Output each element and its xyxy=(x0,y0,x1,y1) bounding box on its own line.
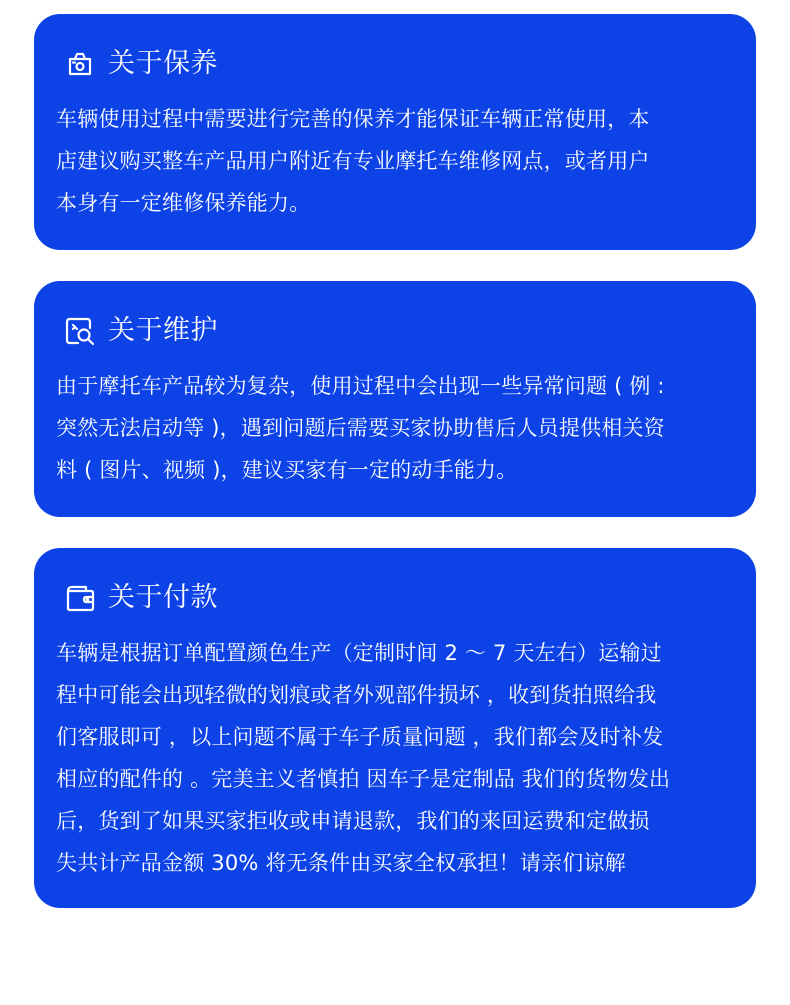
repair-card xyxy=(34,281,756,517)
repair-title: 关于维护 xyxy=(108,315,218,346)
payment-text-line: 失共计产品金额 30% 将无条件由买家全权承担！请亲们谅解 xyxy=(56,851,626,875)
repair-text-line: 由于摩托车产品较为复杂，使用过程中会出现一些异常问题 ( 例 : xyxy=(56,374,665,398)
payment-header xyxy=(64,578,218,618)
payment-text xyxy=(56,632,752,884)
maintenance-header xyxy=(64,44,218,84)
camera-bag-icon xyxy=(64,48,96,80)
payment-text-line: 车辆是根据订单配置颜色生产（定制时间 2 ～ 7 天左右）运输过 xyxy=(56,641,662,665)
payment-text-line: 相应的配件的 。完美主义者慎拍 因车子是定制品 我们的货物发出 xyxy=(56,767,671,791)
payment-text-line: 程中可能会出现轻微的划痕或者外观部件损坏 ，收到货拍照给我 xyxy=(56,683,657,707)
maintenance-text xyxy=(56,98,752,224)
payment-text-line: 们客服即可 ，以上问题不属于车子质量问题 ，我们都会及时补发 xyxy=(56,725,664,749)
wrench-search-icon xyxy=(64,315,96,347)
maintenance-text-line: 车辆使用过程中需要进行完善的保养才能保证车辆正常使用，本 xyxy=(56,107,650,131)
maintenance-title: 关于保养 xyxy=(108,48,218,79)
repair-header xyxy=(64,311,218,351)
maintenance-card xyxy=(34,14,756,250)
repair-text-line: 料 ( 图片、视频 )，建议买家有一定的动手能力。 xyxy=(56,458,518,482)
payment-title: 关于付款 xyxy=(108,582,218,613)
maintenance-text-line: 本身有一定维修保养能力。 xyxy=(56,191,311,215)
repair-text xyxy=(56,365,752,491)
maintenance-text-line: 店建议购买整车产品用户附近有专业摩托车维修网点，或者用户 xyxy=(56,149,650,173)
payment-text-line: 后，货到了如果买家拒收或申请退款，我们的来回运费和定做损 xyxy=(56,809,650,833)
payment-card xyxy=(34,548,756,908)
repair-text-line: 突然无法启动等 )，遇到问题后需要买家协助售后人员提供相关资 xyxy=(56,416,665,440)
wallet-icon xyxy=(64,582,96,614)
